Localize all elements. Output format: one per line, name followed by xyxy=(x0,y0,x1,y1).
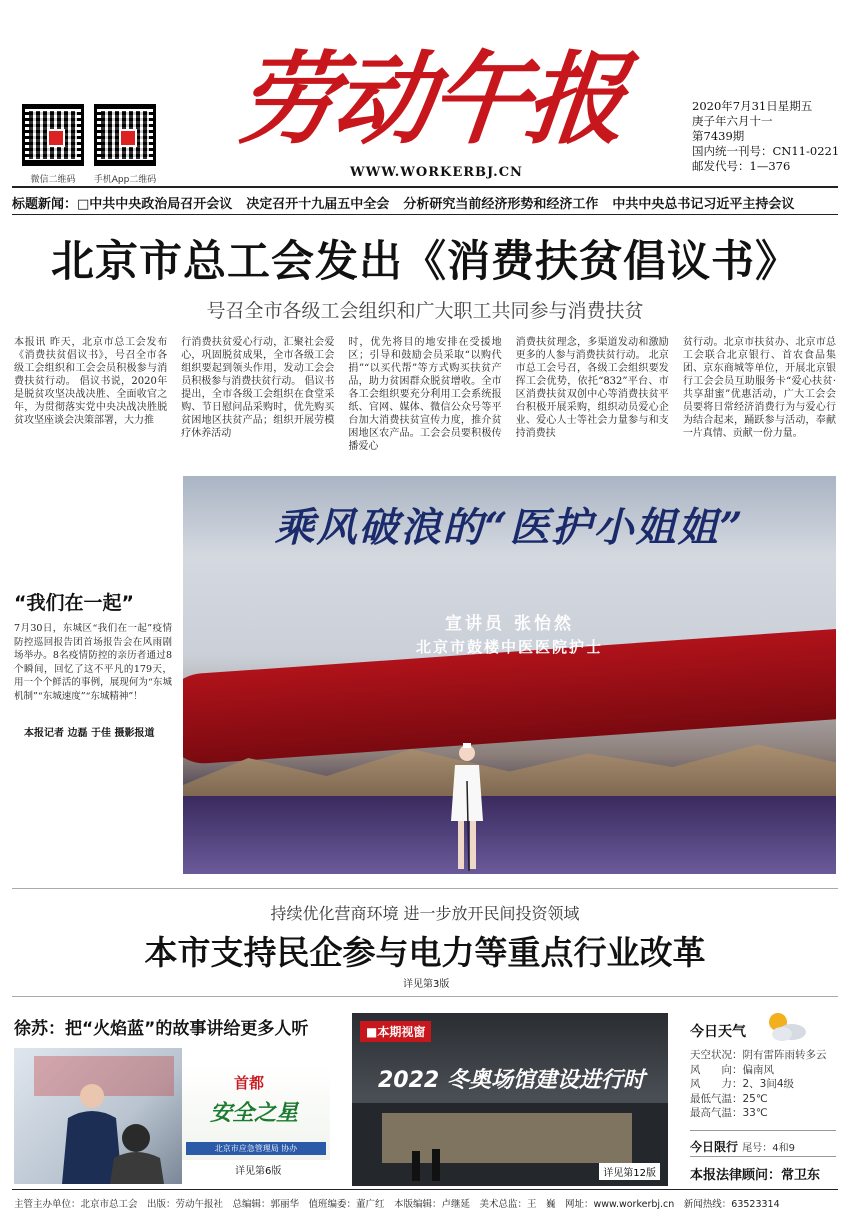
photo-speaker-name: 宣讲员 张怡然 xyxy=(445,614,574,634)
issue-date: 2020年7月31日星期五 xyxy=(692,99,813,113)
see-page-3-link[interactable]: 详见第3版 xyxy=(403,979,450,990)
weather-details xyxy=(690,1048,827,1121)
side-story-text: 7月30日，东城区“我们在一起”疫情防控巡回报告团首场报告会在风雨剧场举办。8名疫情防控的亲历者通过8个瞬间，回忆了这不平凡的179天，用一个个鲜活的事例，展现何为“东城机制”“东城速度”“东城精神”！ xyxy=(14,623,172,702)
legal-advisor: 本报法律顾问：常卫东 xyxy=(690,1168,821,1183)
footer-divider xyxy=(12,1189,838,1190)
lead-article-body xyxy=(14,336,836,456)
see-page-12-link[interactable]: 详见第12版 xyxy=(599,1163,660,1180)
sun-cloud-icon xyxy=(760,1008,810,1044)
weather-divider xyxy=(690,1130,836,1131)
nurse-speaker-figure xyxy=(447,741,487,873)
safety-badge-sub: 北京市应急管理局 协办 xyxy=(186,1142,326,1155)
photo-speaker-affiliation: 北京市鼓楼中医医院护士 xyxy=(415,638,603,656)
traffic-limit-value: 尾号：4和9 xyxy=(742,1143,795,1154)
wechat-qr-caption: 微信二维码 xyxy=(30,175,76,185)
weather-high-temp: 最高气温：33℃ xyxy=(690,1107,768,1119)
xu-su-photo[interactable] xyxy=(14,1048,182,1184)
safety-badge-top: 首都 xyxy=(234,1074,265,1092)
side-story-title[interactable]: “我们在一起” xyxy=(14,592,134,614)
article-column: 贫行动。北京市扶贫办、北京市总工会联合北京银行、首农食品集团、京东商城等单位，开展北京银行工会会员互助服务卡“爱心扶贫·共享甜蜜”优惠活动，广大工会会员要将日常经济消费行为与爱心行为结合起来，踊跃参与活动，奉献一片真情、贡献一份力量。 xyxy=(682,337,837,439)
issue-info xyxy=(692,99,839,174)
publication-number: 国内统一刊号：CN11-0221 xyxy=(692,144,840,158)
video-window-title: 2022 冬奥场馆建设进行时 xyxy=(378,1068,645,1093)
footer-credits: 主管主办单位：北京市总工会 出版：劳动午报社 总编辑：郭丽华 值班编委：董广红 本版编辑：卢继延 美术总监：王 巍 网址：www.workerbj.cn 新闻热线：63523314 xyxy=(14,1199,780,1210)
postal-code: 邮发代号：1—376 xyxy=(692,159,791,173)
bottom-divider xyxy=(12,996,838,997)
app-qr-code[interactable] xyxy=(94,104,156,166)
story2-headline[interactable]: 本市支持民企参与电力等重点行业改革 xyxy=(144,933,706,972)
article-column: 行消费扶贫爱心行动，汇聚社会爱心，巩固脱贫成果，全市各级工会组织要起到领头作用，发动工会会员积极参与消费扶贫行动。 倡议书提出，全市各级工会组织在食堂采购、节日慰问品采购时，优先购买贫困地区扶贫产品；组织开展劳模疗休养活动 xyxy=(181,337,335,439)
newsbar-divider xyxy=(12,214,838,215)
wechat-qr-code[interactable] xyxy=(22,104,84,166)
newspaper-logo: 劳动午报 xyxy=(231,40,629,158)
photo-backdrop-title: 乘风破浪的“医护小姐姐” xyxy=(274,504,745,551)
video-window[interactable] xyxy=(352,1013,668,1186)
article-column: 时，优先将目的地安排在受援地区；引导和鼓励会员采取“以购代捐”“以买代帮”等方式购买扶贫产品，助力贫困群众脱贫增收。全市各工会组织要充分利用工会系统报纸、官网、媒体、微信公众号等平台加大消费扶贫宣传力度，推介贫困地区农产品。工会会员要积极传播爱心 xyxy=(348,337,502,452)
website-url[interactable]: WWW.WORKERBJ.CN xyxy=(350,165,523,180)
xu-su-headline[interactable]: 徐苏：把“火焰蓝”的故事讲给更多人听 xyxy=(14,1019,309,1039)
headline-item[interactable]: 中共中央总书记习近平主持会议 xyxy=(612,197,795,212)
limit-divider xyxy=(690,1156,836,1157)
stage-floor xyxy=(183,796,836,874)
section-divider xyxy=(12,888,838,889)
weather-wind-direction: 风 向：偏南风 xyxy=(690,1063,774,1076)
article-column: 本报讯 昨天，北京市总工会发布《消费扶贫倡议书》，号召全市各级工会组织和工会会员积极参与消费扶贫行动。 倡议书说，2020年是脱贫攻坚决战决胜、全面收官之年，为贯彻落实党中央决战决胜脱贫攻坚座谈会决策部署，大力推 xyxy=(14,337,168,426)
issue-number: 第7439期 xyxy=(692,129,745,143)
article-column: 消费扶贫理念，多渠道发动和激励更多的人参与消费扶贫行动。 北京市总工会号召，各级工会组织要发挥工会优势，依托“832”平台、市区消费扶贫双创中心等消费扶贫平台积极开展采购，组织动员爱心企业、爱心人士等社会力量参与和支持消费扶 xyxy=(515,337,669,439)
headline-item[interactable]: 分析研究当前经济形势和经济工作 xyxy=(403,197,599,212)
masthead-divider xyxy=(12,186,838,188)
see-page-6-link[interactable]: 详见第6版 xyxy=(235,1166,282,1177)
weather-low-temp: 最低气温：25℃ xyxy=(690,1092,768,1105)
app-qr-caption: 手机App二维码 xyxy=(93,175,157,185)
traffic-limit-label: 今日限行 xyxy=(690,1140,739,1154)
headline-news-bar xyxy=(12,193,838,212)
weather-title: 今日天气 xyxy=(690,1024,746,1040)
lunar-date: 庚子年六月十一 xyxy=(692,114,773,128)
lead-photo[interactable] xyxy=(183,476,836,874)
safety-badge-main: 安全之星 xyxy=(210,1101,299,1126)
weather-wind-force: 风 力：2、3间4级 xyxy=(690,1078,795,1090)
video-window-tag: ■本期视窗 xyxy=(360,1021,431,1042)
firefighter-illustration xyxy=(14,1048,182,1184)
weather-sky: 天空状况：阴有雷阵雨转多云 xyxy=(690,1049,827,1061)
lead-subheadline: 号召全市各级工会组织和广大职工共同参与消费扶贫 xyxy=(206,300,644,322)
safety-star-badge[interactable] xyxy=(182,1066,330,1160)
story2-subheadline: 持续优化营商环境 进一步放开民间投资领域 xyxy=(270,904,580,923)
side-story-credit: 本报记者 边磊 于佳 摄影报道 xyxy=(24,728,155,739)
lead-headline[interactable]: 北京市总工会发出《消费扶贫倡议书》 xyxy=(51,237,799,287)
traffic-limit xyxy=(690,1138,795,1155)
headline-item[interactable]: 标题新闻：□中共中央政治局召开会议 xyxy=(12,197,233,212)
headline-item[interactable]: 决定召开十九届五中全会 xyxy=(246,197,390,212)
